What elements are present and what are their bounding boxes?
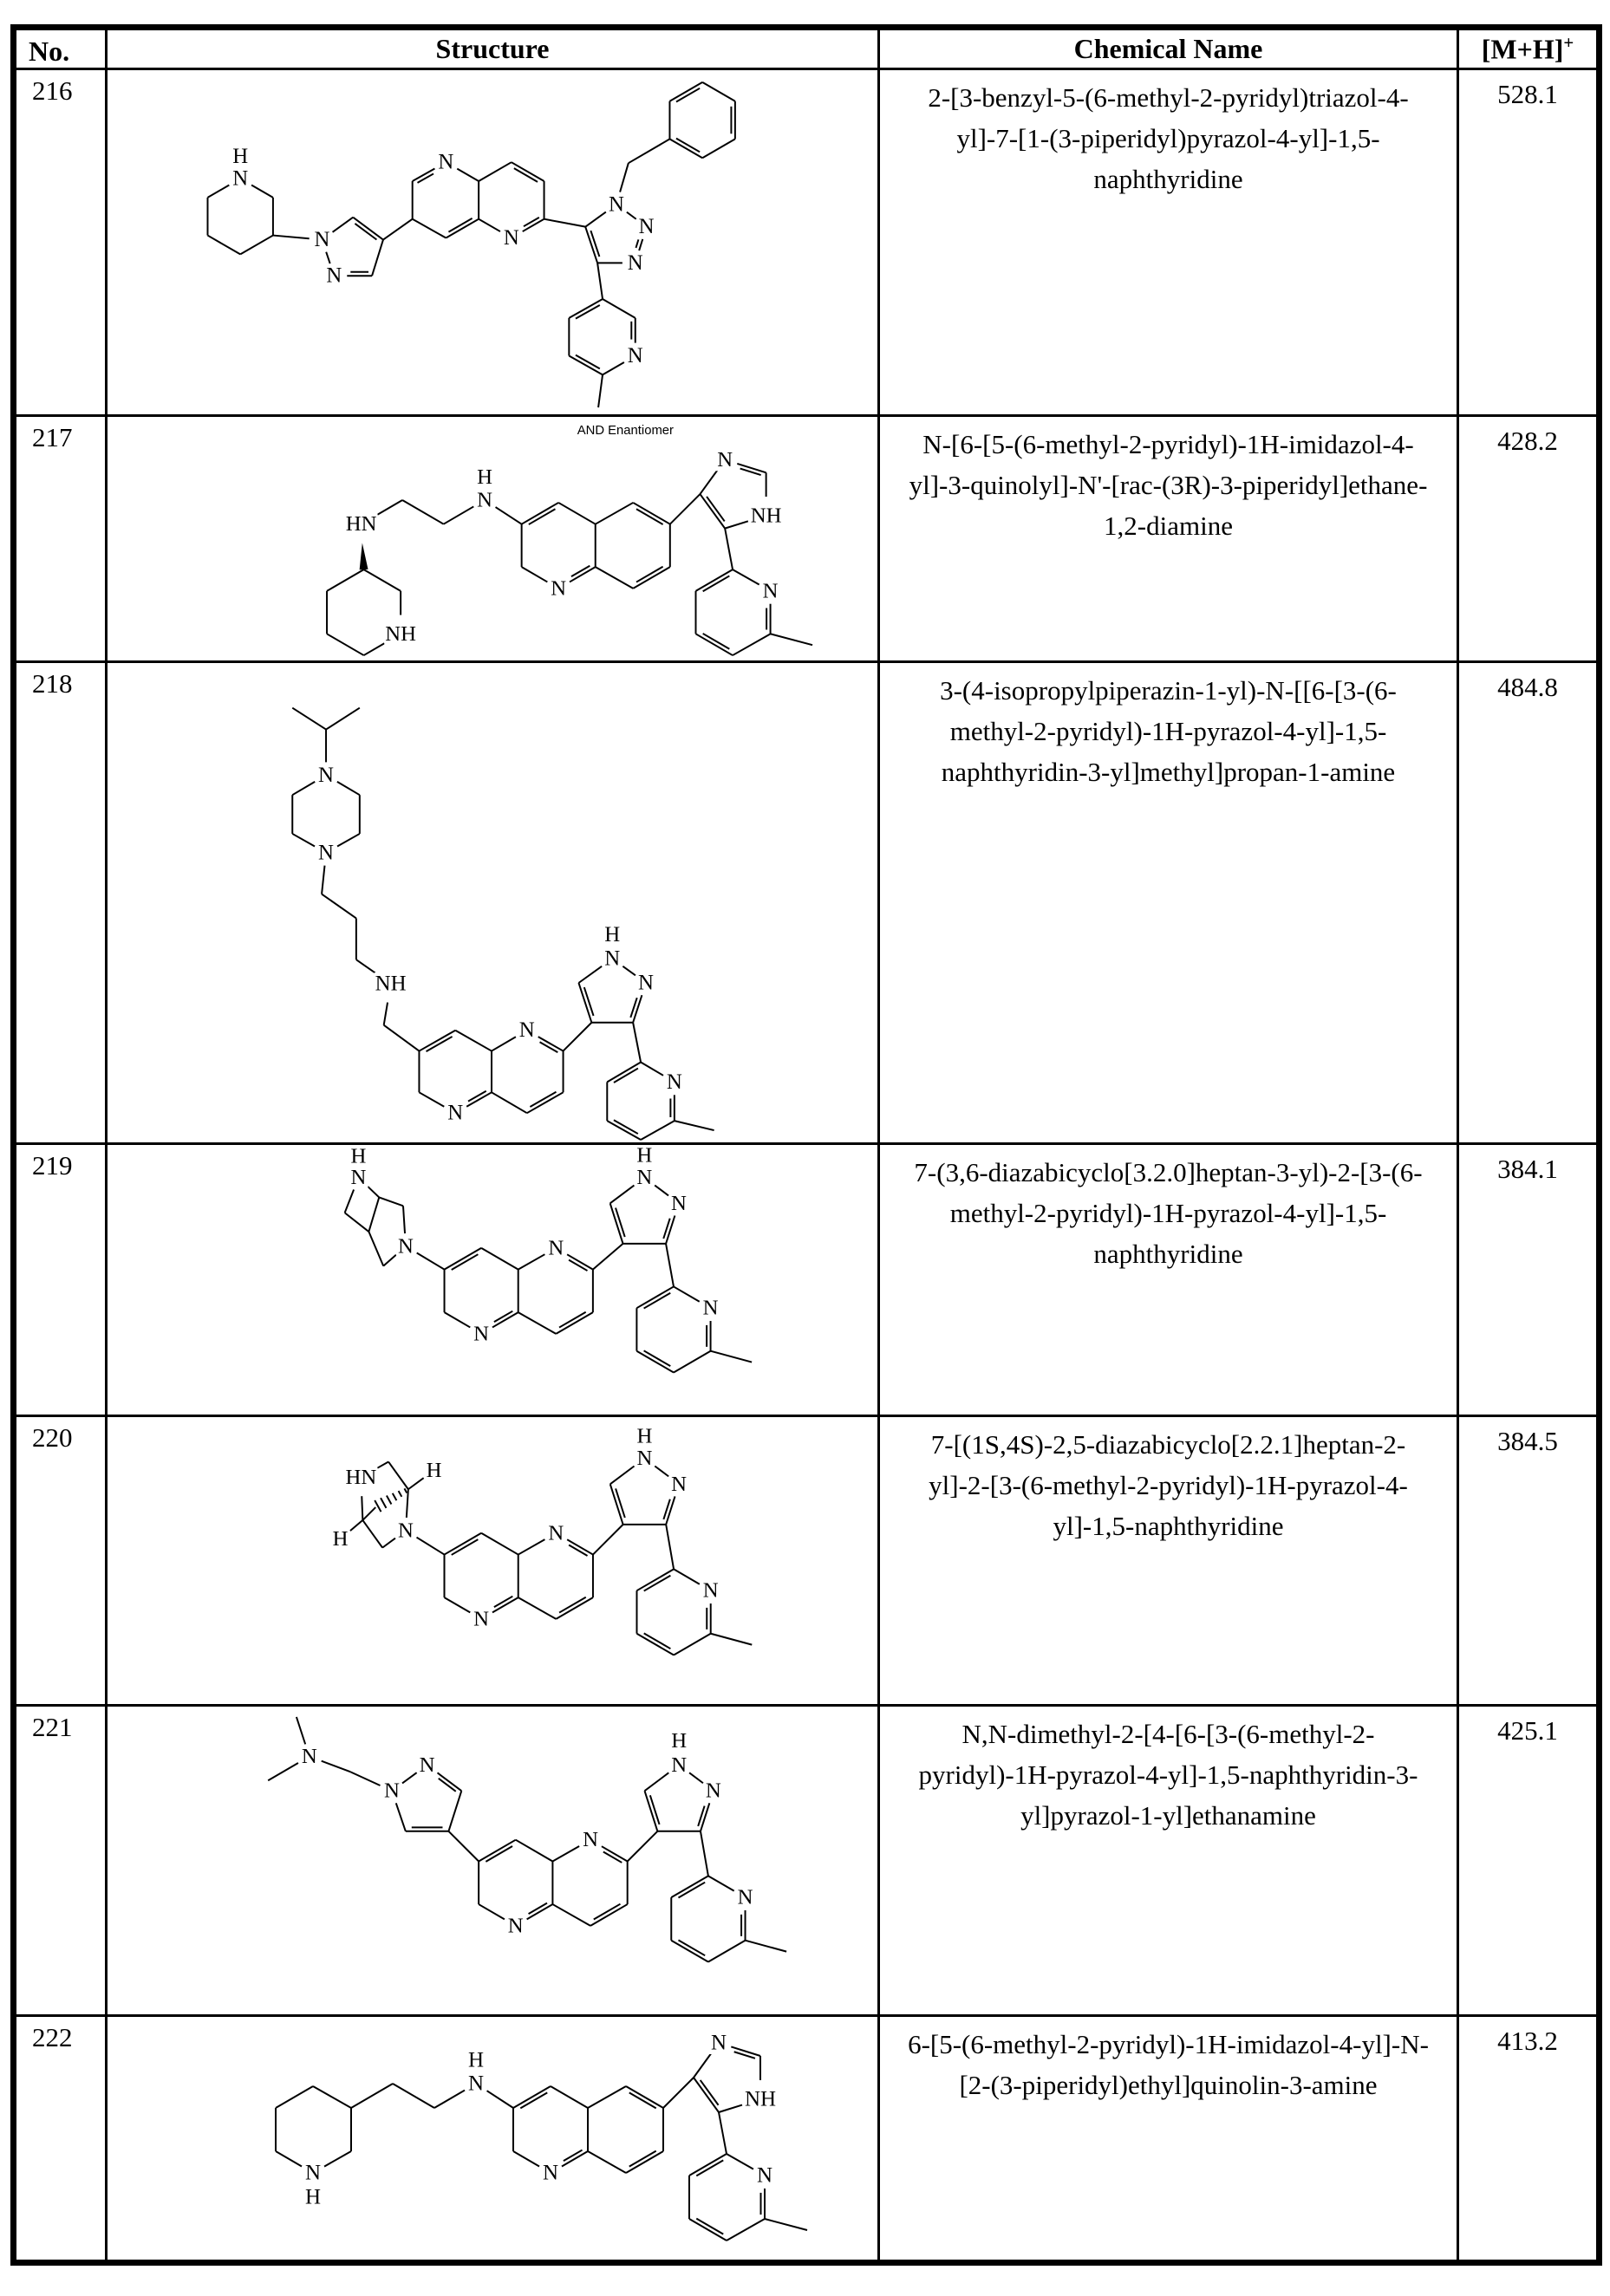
header-structure: Structure bbox=[108, 30, 880, 70]
svg-text:N: N bbox=[473, 1607, 490, 1631]
mh-value: 425.1 bbox=[1459, 1707, 1596, 2017]
table-header-row bbox=[16, 30, 1596, 70]
svg-text:N: N bbox=[710, 2031, 727, 2055]
svg-text:N: N bbox=[447, 1101, 464, 1125]
chemical-name: N-[6-[5-(6-methyl-2-pyridyl)-1H-imidazol-4-yl]-3-quinolyl]-N'-[rac-(3R)-3-piperidyl]ethane-1,2-diamine bbox=[880, 417, 1459, 663]
table-row bbox=[16, 1417, 1596, 1707]
svg-text:N: N bbox=[671, 1753, 688, 1777]
table-row bbox=[16, 1145, 1596, 1417]
compound-table bbox=[10, 24, 1602, 2266]
svg-text:N: N bbox=[518, 1018, 535, 1043]
svg-text:N: N bbox=[326, 263, 342, 288]
structure-cell bbox=[108, 70, 880, 417]
svg-text:N: N bbox=[702, 1578, 719, 1603]
structure-drawing bbox=[108, 1145, 877, 1415]
svg-text:HN: HN bbox=[345, 512, 377, 537]
header-no: No. bbox=[16, 30, 108, 70]
svg-text:N: N bbox=[627, 250, 643, 275]
compound-number: 217 bbox=[16, 417, 108, 663]
svg-text:N: N bbox=[419, 1753, 435, 1777]
svg-text:H: H bbox=[350, 1145, 367, 1168]
table-row bbox=[16, 1707, 1596, 2017]
svg-text:N: N bbox=[551, 576, 567, 601]
mh-value: 384.1 bbox=[1459, 1145, 1596, 1417]
svg-text:N: N bbox=[318, 841, 335, 865]
mh-value: 384.5 bbox=[1459, 1417, 1596, 1707]
svg-text:N: N bbox=[232, 166, 249, 191]
structure-cell bbox=[108, 1707, 880, 2017]
svg-text:H: H bbox=[304, 2185, 322, 2209]
header-chemical-name: Chemical Name bbox=[880, 30, 1459, 70]
compound-number: 219 bbox=[16, 1145, 108, 1417]
svg-text:N: N bbox=[756, 2163, 773, 2188]
svg-text:N: N bbox=[304, 2161, 322, 2185]
svg-text:NH: NH bbox=[385, 621, 416, 646]
svg-text:N: N bbox=[542, 2161, 559, 2185]
structure-drawing bbox=[108, 1707, 877, 2014]
svg-text:N: N bbox=[301, 1745, 317, 1769]
svg-text:N: N bbox=[608, 192, 624, 217]
svg-text:AND Enantiomer: AND Enantiomer bbox=[577, 423, 674, 438]
table-row bbox=[16, 417, 1596, 663]
svg-text:N: N bbox=[548, 1521, 564, 1545]
svg-text:N: N bbox=[503, 226, 519, 250]
svg-text:N: N bbox=[762, 579, 779, 603]
svg-text:N: N bbox=[702, 1296, 719, 1320]
structure-cell bbox=[108, 1145, 880, 1417]
svg-text:N: N bbox=[548, 1236, 564, 1260]
svg-text:H: H bbox=[604, 922, 621, 946]
compound-number: 218 bbox=[16, 663, 108, 1145]
svg-text:NH: NH bbox=[375, 972, 407, 996]
svg-text:H: H bbox=[426, 1458, 442, 1482]
header-mh: [M+H]+ bbox=[1459, 30, 1596, 70]
structure-cell bbox=[108, 417, 880, 663]
structure-cell bbox=[108, 663, 880, 1145]
svg-text:H: H bbox=[477, 465, 493, 489]
svg-text:N: N bbox=[398, 1234, 414, 1259]
svg-text:NH: NH bbox=[744, 2087, 777, 2111]
table-row bbox=[16, 2017, 1596, 2260]
chemical-name: N,N-dimethyl-2-[4-[6-[3-(6-methyl-2-pyridyl)-1H-pyrazol-4-yl]-1,5-naphthyridin-3-yl]pyrazol-1-yl]ethanamine bbox=[880, 1707, 1459, 2017]
svg-text:H: H bbox=[671, 1729, 688, 1753]
svg-text:N: N bbox=[583, 1828, 598, 1852]
mh-value: 484.8 bbox=[1459, 663, 1596, 1145]
svg-text:N: N bbox=[477, 488, 493, 512]
compound-number: 221 bbox=[16, 1707, 108, 2017]
svg-text:N: N bbox=[473, 1322, 490, 1346]
svg-text:N: N bbox=[717, 447, 733, 472]
table-row bbox=[16, 70, 1596, 417]
svg-text:N: N bbox=[314, 228, 330, 252]
structure-drawing bbox=[108, 70, 877, 414]
chemical-name: 3-(4-isopropylpiperazin-1-yl)-N-[[6-[3-(6-methyl-2-pyridyl)-1H-pyrazol-4-yl]-1,5-naphthyridin-3-yl]methyl]propan-1-amine bbox=[880, 663, 1459, 1145]
svg-text:NH: NH bbox=[750, 504, 782, 528]
svg-text:H: H bbox=[232, 144, 249, 168]
structure-drawing bbox=[108, 1417, 877, 1704]
mh-value: 428.2 bbox=[1459, 417, 1596, 663]
svg-text:N: N bbox=[384, 1779, 400, 1803]
svg-text:H: H bbox=[332, 1527, 349, 1551]
chemical-name: 6-[5-(6-methyl-2-pyridyl)-1H-imidazol-4-yl]-N-[2-(3-piperidyl)ethyl]quinolin-3-amine bbox=[880, 2017, 1459, 2260]
mh-value: 528.1 bbox=[1459, 70, 1596, 417]
svg-text:N: N bbox=[638, 971, 655, 995]
svg-text:H: H bbox=[636, 1145, 653, 1168]
svg-text:N: N bbox=[507, 1914, 524, 1938]
compound-number: 222 bbox=[16, 2017, 108, 2260]
structure-cell bbox=[108, 2017, 880, 2260]
svg-text:N: N bbox=[705, 1779, 721, 1803]
svg-text:N: N bbox=[666, 1070, 682, 1094]
svg-text:N: N bbox=[671, 1472, 687, 1496]
svg-text:N: N bbox=[737, 1885, 753, 1909]
svg-text:N: N bbox=[636, 1166, 653, 1190]
chemical-name: 2-[3-benzyl-5-(6-methyl-2-pyridyl)triazol-4-yl]-7-[1-(3-piperidyl)pyrazol-4-yl]-1,5-naphthyridine bbox=[880, 70, 1459, 417]
svg-text:N: N bbox=[604, 946, 621, 971]
svg-text:N: N bbox=[638, 215, 655, 239]
svg-text:N: N bbox=[350, 1166, 367, 1190]
compound-number: 216 bbox=[16, 70, 108, 417]
structure-drawing bbox=[108, 663, 877, 1142]
mh-value: 413.2 bbox=[1497, 2026, 1558, 2056]
svg-text:N: N bbox=[670, 1191, 687, 1215]
structure-cell bbox=[108, 1417, 880, 1707]
svg-text:N: N bbox=[397, 1519, 414, 1543]
compound-number: 220 bbox=[16, 1417, 108, 1707]
structure-drawing bbox=[108, 417, 877, 660]
table-row bbox=[16, 663, 1596, 1145]
structure-drawing bbox=[108, 2017, 877, 2260]
mh-superscript: + bbox=[1563, 32, 1574, 53]
svg-text:N: N bbox=[318, 763, 335, 787]
svg-text:N: N bbox=[467, 2072, 485, 2096]
svg-text:H: H bbox=[636, 1424, 653, 1448]
svg-text:H: H bbox=[467, 2048, 485, 2072]
chemical-name: 7-[(1S,4S)-2,5-diazabicyclo[2.2.1]heptan-2-yl]-2-[3-(6-methyl-2-pyridyl)-1H-pyrazol-4-yl]-1,5-naphthyridine bbox=[880, 1417, 1459, 1707]
svg-text:HN: HN bbox=[345, 1465, 377, 1489]
svg-text:N: N bbox=[636, 1447, 653, 1471]
svg-text:N: N bbox=[438, 150, 454, 174]
svg-text:N: N bbox=[627, 344, 643, 368]
chemical-name: 7-(3,6-diazabicyclo[3.2.0]heptan-3-yl)-2-[3-(6-methyl-2-pyridyl)-1H-pyrazol-4-yl]-1,5-naphthyridine bbox=[880, 1145, 1459, 1417]
